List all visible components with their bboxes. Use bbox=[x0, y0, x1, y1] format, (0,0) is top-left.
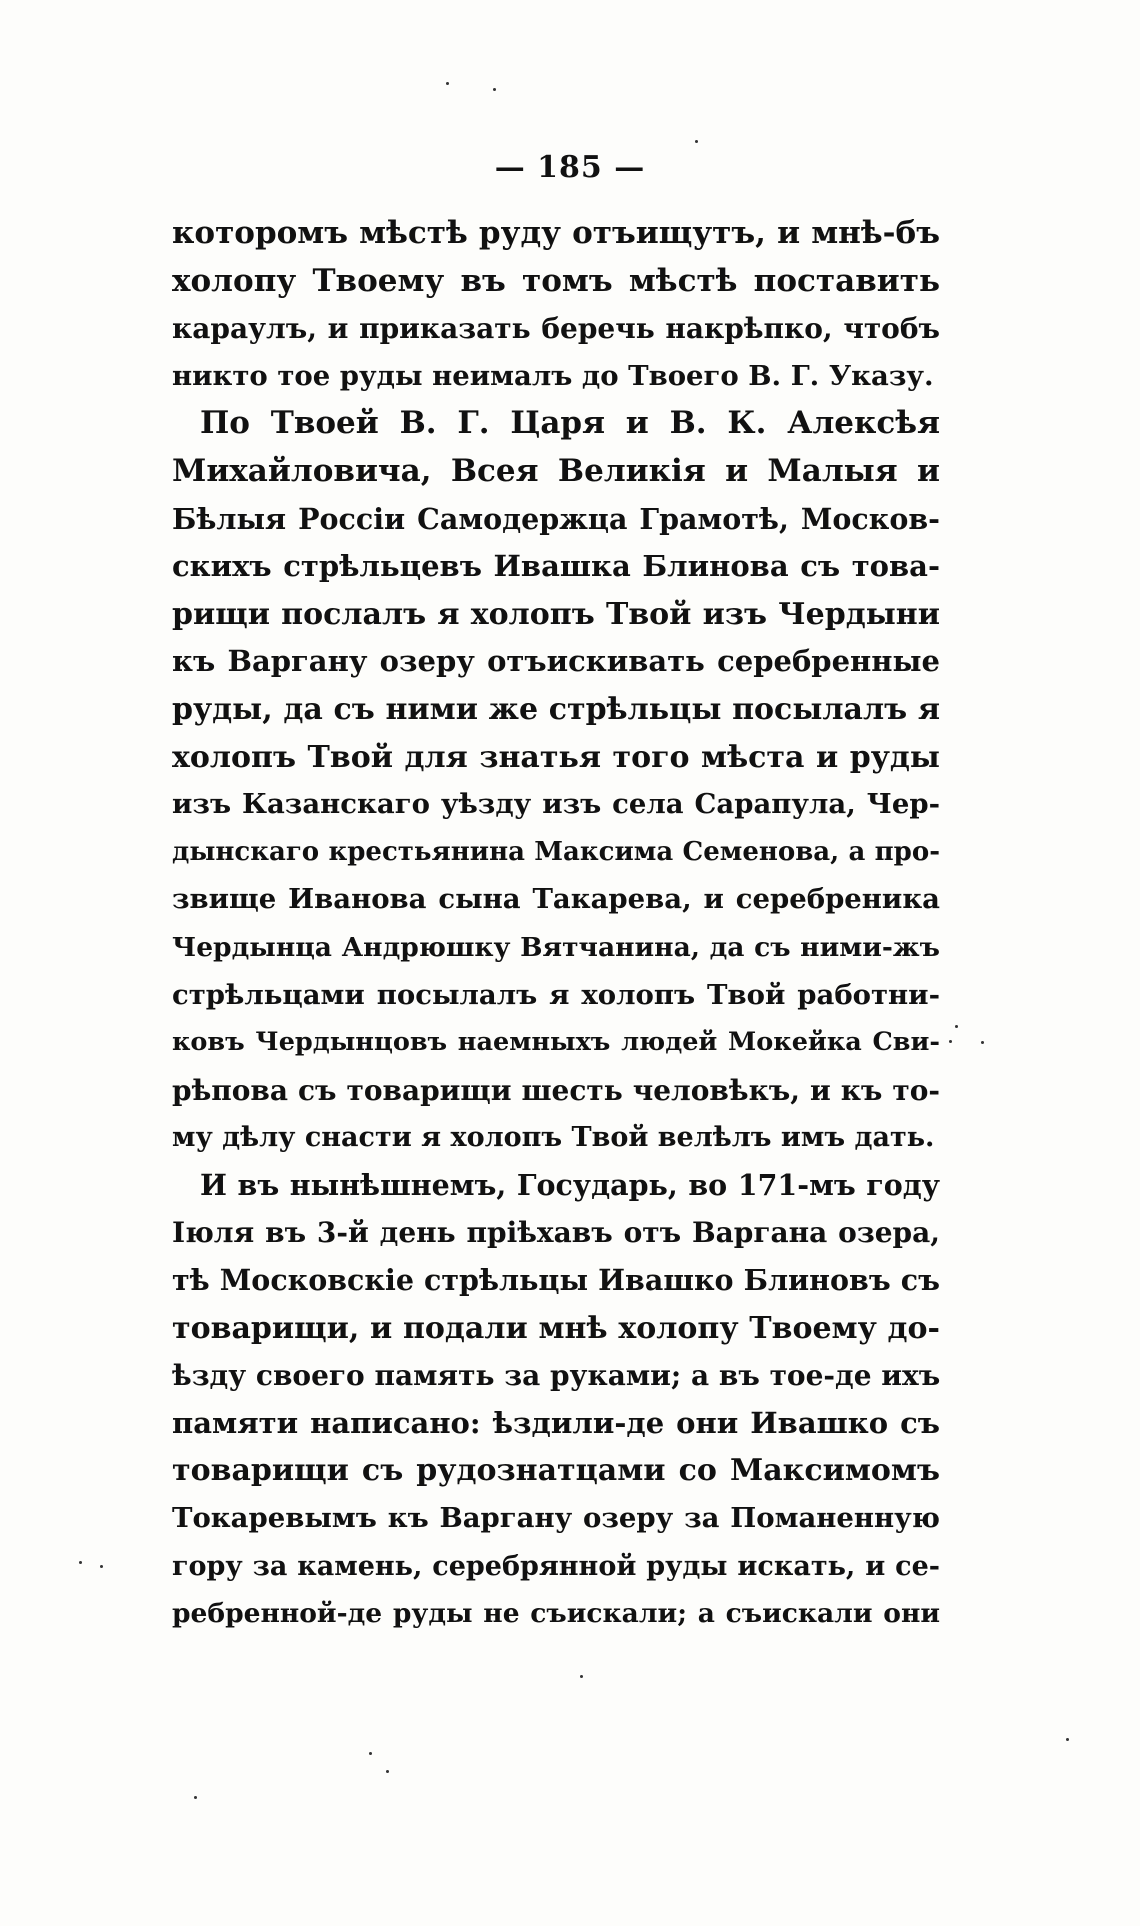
print-speck bbox=[1066, 1738, 1069, 1741]
print-speck bbox=[955, 1025, 958, 1028]
text-line: ковъ Чердынцовъ наемныхъ людей Мокейка Сви- bbox=[172, 1027, 940, 1058]
print-speck bbox=[79, 1561, 82, 1564]
text-line: холопу Твоему въ томъ мѣстѣ поставить bbox=[172, 262, 940, 299]
print-speck bbox=[949, 1040, 952, 1043]
print-speck bbox=[100, 1565, 103, 1568]
page-number: — 185 — bbox=[494, 150, 646, 185]
text-line: ѣзду своего память за руками; а въ тое-де ихъ bbox=[172, 1359, 940, 1393]
text-line: къ Варгану озеру отъискивать серебренные bbox=[172, 644, 940, 679]
text-line: изъ Казанскаго уѣзду изъ села Сарапула, Чер- bbox=[172, 788, 940, 821]
text-line: звище Иванова сына Такарева, и серебреника bbox=[172, 883, 940, 916]
text-line: Михайловича, Всея Великія и Малыя и bbox=[172, 452, 940, 489]
print-speck bbox=[369, 1752, 372, 1755]
text-line: И въ нынѣшнемъ, Государь, во 171-мъ году bbox=[200, 1167, 940, 1202]
text-line: караулъ, и приказать беречь накрѣпко, чтобъ bbox=[172, 312, 940, 346]
text-line: рѣпова съ товарищи шесть человѣкъ, и къ то- bbox=[172, 1073, 940, 1107]
print-speck bbox=[194, 1796, 197, 1799]
text-line: товарищи съ рудознатцами со Максимомъ bbox=[172, 1453, 940, 1489]
print-speck bbox=[446, 82, 449, 85]
text-line: дынскаго крестьянина Максима Семенова, а про- bbox=[172, 836, 940, 867]
print-speck bbox=[981, 1041, 984, 1044]
text-line: По Твоей В. Г. Царя и В. К. Алексѣя bbox=[200, 405, 940, 442]
print-speck bbox=[580, 1675, 583, 1678]
print-speck bbox=[386, 1770, 389, 1773]
text-line: гору за камень, серебрянной руды искать, и се- bbox=[172, 1550, 940, 1582]
text-line: тѣ Московскіе стрѣльцы Ивашко Блиновъ съ bbox=[172, 1263, 940, 1298]
text-line: скихъ стрѣльцевъ Ивашка Блинова съ това- bbox=[172, 549, 940, 584]
print-speck bbox=[493, 88, 496, 91]
text-line: холопъ Твой для знатья того мѣста и руды bbox=[172, 739, 940, 775]
text-line: Іюля въ 3-й день пріѣхавъ отъ Варгана озера, bbox=[172, 1216, 940, 1250]
text-line: ребренной-де руды не съискали; а съискали они bbox=[172, 1598, 940, 1630]
text-line: Токаревымъ къ Варгану озеру за Поманенную bbox=[172, 1502, 940, 1535]
body-text bbox=[172, 210, 940, 1638]
text-line: рищи послалъ я холопъ Твой изъ Чердыни bbox=[172, 596, 940, 632]
text-line: памяти написано: ѣздили-де они Ивашко съ bbox=[172, 1405, 940, 1440]
text-line: товарищи, и подали мнѣ холопу Твоему до- bbox=[172, 1310, 940, 1346]
text-line: руды, да съ ними же стрѣльцы посылалъ я bbox=[172, 691, 940, 727]
text-line: никто тое руды неималъ до Твоего В. Г. Указу. bbox=[172, 359, 934, 392]
text-line: которомъ мѣстѣ руду отъищутъ, и мнѣ-бъ bbox=[172, 215, 940, 251]
text-line: стрѣльцами посылалъ я холопъ Твой работни- bbox=[172, 978, 940, 1011]
text-line: Чердынца Андрюшку Вятчанина, да съ ними-жъ bbox=[172, 931, 940, 963]
print-speck bbox=[695, 140, 698, 143]
text-line: му дѣлу снасти я холопъ Твой велѣлъ имъ дать. bbox=[172, 1122, 935, 1154]
text-line: Бѣлыя Россіи Самодержца Грамотѣ, Москов- bbox=[172, 501, 940, 536]
